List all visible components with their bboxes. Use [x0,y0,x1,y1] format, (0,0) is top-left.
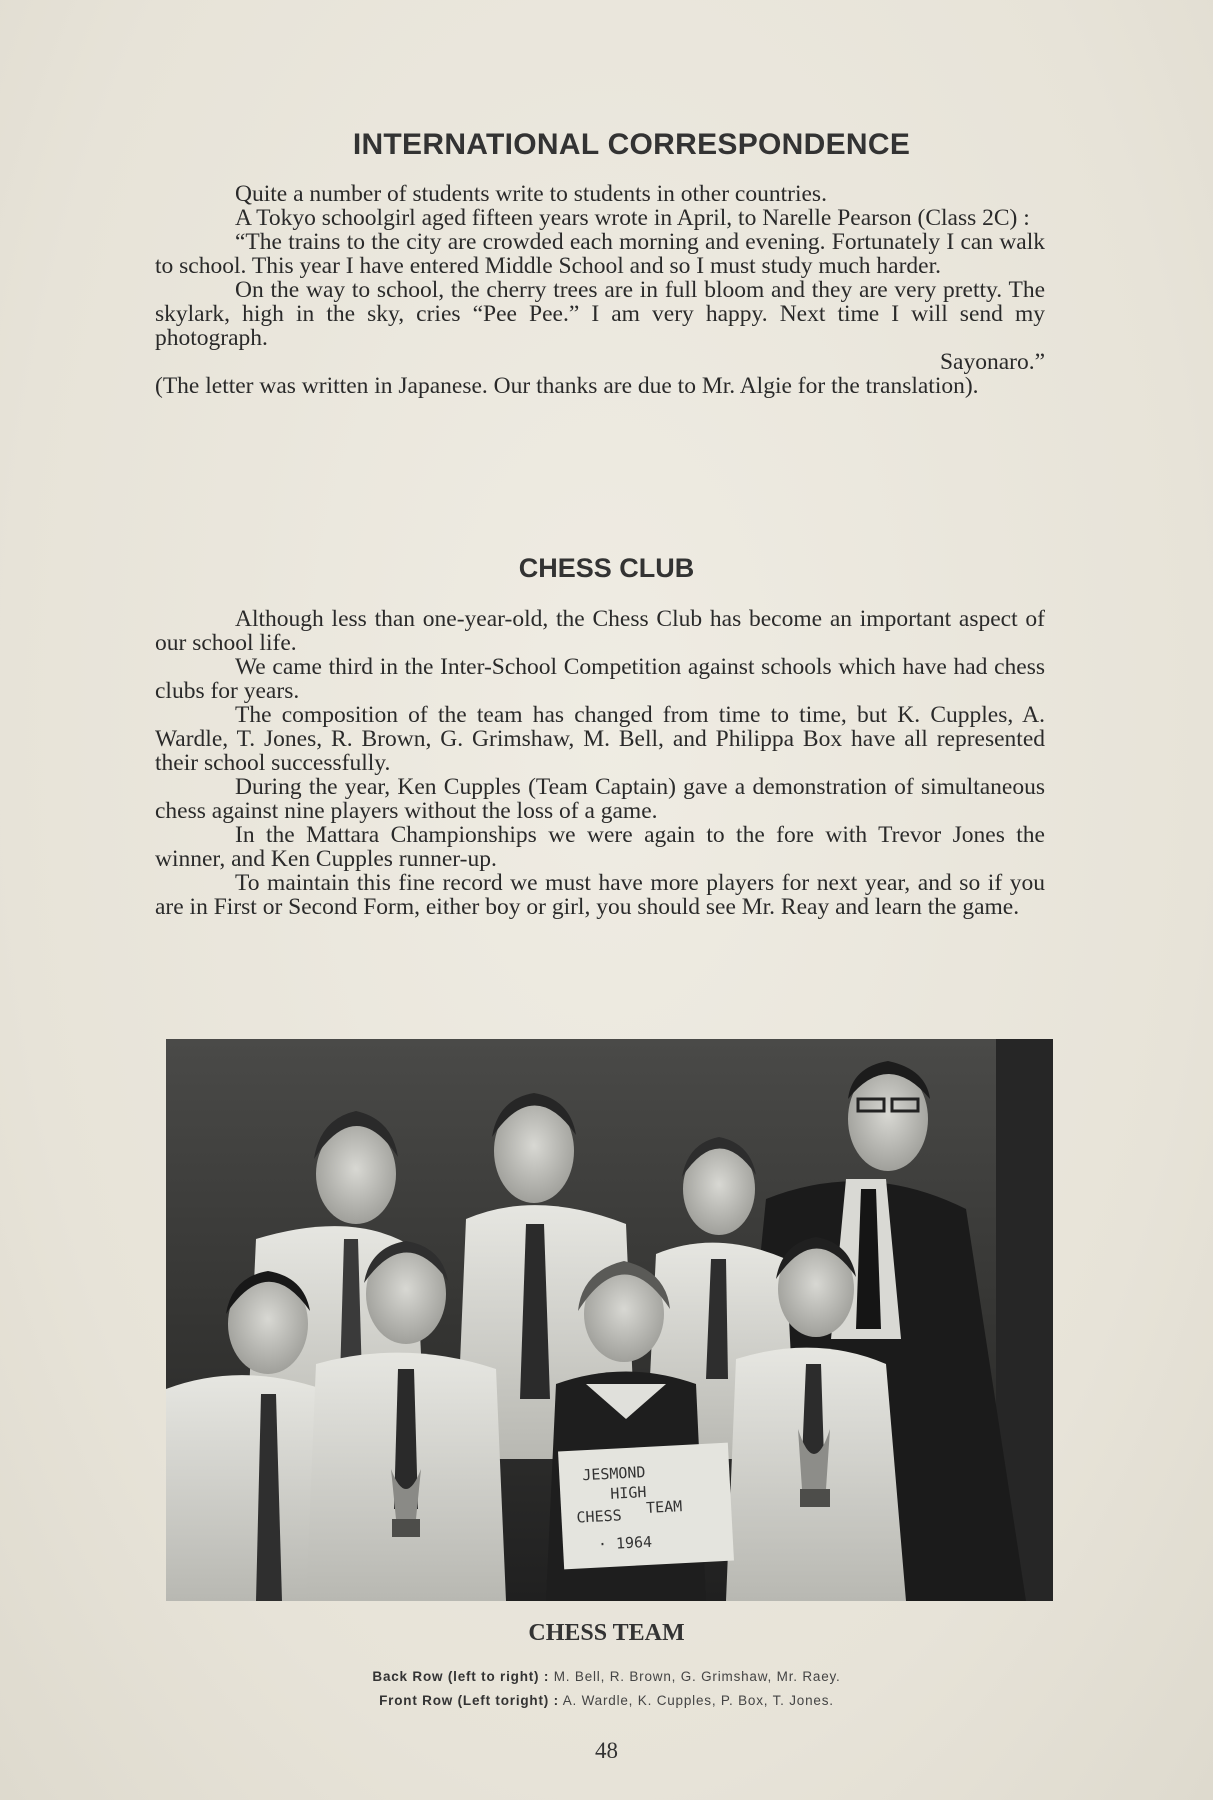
sign-line: TEAM [645,1497,683,1517]
paragraph: (The letter was written in Japanese. Our thanks are due to Mr. Algie for the translation). [155,373,979,399]
photo-caption-title: CHESS TEAM [528,1620,685,1646]
sign-line: JESMOND [581,1462,646,1485]
paragraph: “The trains to the city are crowded each morning and evening. Fortunately I can walk to school. This year I have entered Middle School and so I must study much harder. [155,229,1045,279]
caption-back-names: M. Bell, R. Brown, G. Grimshaw, Mr. Raey. [553,1669,841,1684]
chess-club-title: CHESS CLUB [518,553,695,583]
caption-front-names: A. Wardle, K. Cupples, P. Box, T. Jones. [562,1693,834,1708]
page-number: 48 [595,1738,618,1763]
paragraph: During the year, Ken Cupples (Team Captain) gave a demonstration of simultaneous chess against nine players without the loss of a game. [155,774,1045,824]
paragraph: The composition of the team has changed from time to time, but K. Cupples, A. Wardle, T. Jones, R. Brown, G. Grimshaw, M. Bell, and Philippa Box have all represented their school successfully. [155,702,1045,776]
sign-line: · 1964 [597,1532,653,1554]
international-title: INTERNATIONAL CORRESPONDENCE [352,128,911,161]
letter-signoff: Sayonaro.” [939,349,1045,375]
caption-front-label: Front Row (Left toright) : [379,1693,559,1708]
sign-line: CHESS [576,1506,623,1527]
chess-team-photo [166,1039,1053,1601]
chess-team-photo-illustration [166,1039,1053,1601]
international-text [155,182,1045,398]
paragraph: On the way to school, the cherry trees are in full bloom and they are very pretty. The skylark, high in the sky, cries “Pee Pee.” I am very happy. Next time I will send my photograph. [155,277,1045,351]
sign-line: HIGH [609,1482,647,1503]
paragraph: We came third in the Inter-School Competition against schools which have had chess clubs for years. [155,654,1045,704]
team-sign [558,1443,734,1570]
paragraph: Although less than one-year-old, the Chess Club has become an important aspect of our school life. [155,606,1045,656]
paragraph: To maintain this fine record we must have more players for next year, and so if you are in First or Second Form, either boy or girl, you should see Mr. Reay and learn the game. [155,870,1045,920]
caption-back-row [0,1669,1213,1684]
caption-back-label: Back Row (left to right) : [372,1669,550,1684]
paragraph: Quite a number of students write to students in other countries. [235,181,827,207]
chess-club-text [155,607,1045,919]
paragraph: A Tokyo schoolgirl aged fifteen years wrote in April, to Narelle Pearson (Class 2C) : [235,205,1030,231]
caption-front-row [0,1693,1213,1708]
paragraph: In the Mattara Championships we were again to the fore with Trevor Jones the winner, and Ken Cupples runner-up. [155,822,1045,872]
